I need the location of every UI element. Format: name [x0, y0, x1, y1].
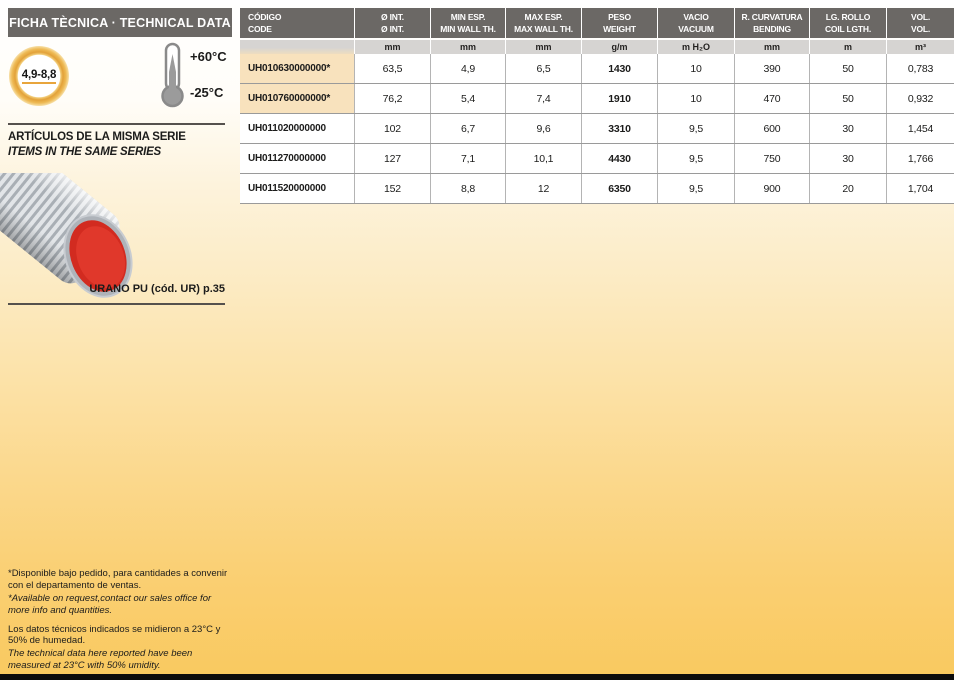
column-header: VOL. VOL. [886, 8, 954, 38]
value-cell: 750 [734, 144, 809, 173]
table-row [240, 54, 954, 84]
value-cell: 6350 [581, 174, 657, 203]
value-cell: 5,4 [430, 84, 505, 113]
series-title-es: ARTÍCULOS DE LA MISMA SERIE [8, 131, 186, 143]
column-header: LG. ROLLO COIL LGTH. [809, 8, 886, 38]
value-cell: 10,1 [505, 144, 581, 173]
code-cell: UH011270000000 [248, 153, 326, 164]
unit-cell: mm [430, 40, 505, 54]
footnotes [8, 568, 232, 673]
page-title: FICHA TÈCNICA · TECHNICAL DATA [8, 8, 232, 37]
value-cell: 390 [734, 54, 809, 83]
value-cell: 63,5 [354, 54, 430, 83]
column-header: CÓDIGO CODE [248, 11, 282, 34]
value-cell: 1,704 [886, 174, 954, 203]
value-cell: 30 [809, 144, 886, 173]
value-cell: 8,8 [430, 174, 505, 203]
value-cell: 0,783 [886, 54, 954, 83]
table-row [240, 84, 954, 114]
value-cell: 20 [809, 174, 886, 203]
value-cell: 9,6 [505, 114, 581, 143]
value-cell: 900 [734, 174, 809, 203]
value-cell: 9,5 [657, 114, 734, 143]
footnote-en-2: The technical data here reported have been measured at 23°C with 50% umidity. [8, 648, 193, 672]
code-cell: UH010760000000* [240, 84, 354, 113]
column-header: VACIO VACUUM [657, 8, 734, 38]
column-header: Ø INT. Ø INT. [354, 8, 430, 38]
value-cell: 10 [657, 54, 734, 83]
column-header: MAX ESP. MAX WALL TH. [505, 8, 581, 38]
value-cell: 50 [809, 54, 886, 83]
value-cell: 470 [734, 84, 809, 113]
value-cell: 9,5 [657, 144, 734, 173]
footnote-es-1: *Disponible bajo pedido, para cantidades a convenir con el departamento de ventas. [8, 568, 228, 591]
unit-cell: m H₂O [657, 40, 734, 54]
value-cell: 1910 [581, 84, 657, 113]
footnote-en-1: *Available on request,contact our sales office for more info and quantities. [8, 592, 212, 616]
value-cell: 152 [354, 174, 430, 203]
value-cell: 9,5 [657, 174, 734, 203]
value-cell: 76,2 [354, 84, 430, 113]
code-cell: UH011020000000 [248, 123, 326, 134]
value-cell: 600 [734, 114, 809, 143]
unit-cell: mm [734, 40, 809, 54]
badge-value: 4,9-8,8 [22, 69, 56, 84]
table-row [240, 174, 954, 204]
unit-cell: mm [505, 40, 581, 54]
value-cell: 30 [809, 114, 886, 143]
temperature-max-label: +60°C [190, 49, 227, 64]
table-row [240, 144, 954, 174]
thermometer-icon [156, 42, 190, 113]
value-cell: 7,1 [430, 144, 505, 173]
table-units-row [240, 40, 954, 54]
column-header: MIN ESP. MIN WALL TH. [430, 8, 505, 38]
value-cell: 7,4 [505, 84, 581, 113]
table-body [240, 54, 954, 204]
value-cell: 3310 [581, 114, 657, 143]
temperature-min-label: -25°C [190, 85, 224, 100]
column-header: PESO WEIGHT [581, 8, 657, 38]
value-cell: 102 [354, 114, 430, 143]
unit-cell: m [809, 40, 886, 54]
table-row [240, 114, 954, 144]
unit-cell: g/m [581, 40, 657, 54]
unit-cell: mm [354, 40, 430, 54]
value-cell: 0,932 [886, 84, 954, 113]
code-cell: UH010630000000* [240, 54, 354, 83]
value-cell: 50 [809, 84, 886, 113]
value-cell: 1430 [581, 54, 657, 83]
column-header: R. CURVATURA BENDING [734, 8, 809, 38]
unit-cell: m³ [886, 40, 954, 54]
value-cell: 6,7 [430, 114, 505, 143]
value-cell: 1,766 [886, 144, 954, 173]
value-cell: 12 [505, 174, 581, 203]
divider [8, 303, 225, 305]
series-title-en: ITEMS IN THE SAME SERIES [8, 146, 162, 158]
unit-cell [240, 40, 354, 54]
value-cell: 1,454 [886, 114, 954, 143]
value-cell: 4,9 [430, 54, 505, 83]
divider [8, 123, 225, 125]
code-cell: UH011520000000 [248, 183, 326, 194]
diameter-range-badge [9, 46, 69, 106]
value-cell: 6,5 [505, 54, 581, 83]
product-caption: URANO PU (cód. UR) p.35 [89, 283, 225, 295]
value-cell: 127 [354, 144, 430, 173]
technical-data-table [240, 8, 954, 204]
table-header-row [240, 8, 954, 38]
footnote-es-2: Los datos técnicos indicados se midieron a 23°C y 50% de humedad. [8, 623, 221, 647]
bottom-bar [0, 674, 954, 680]
value-cell: 10 [657, 84, 734, 113]
value-cell: 4430 [581, 144, 657, 173]
